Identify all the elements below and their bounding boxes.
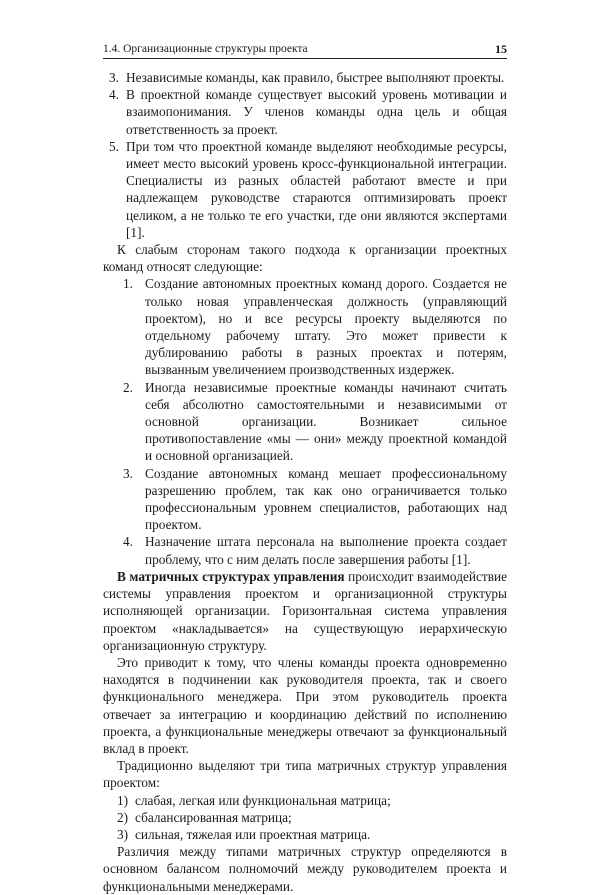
item-text: При том что проектной команде выделяют необходимые ресурсы, имеет место высокий уровень кросс-функциональной интеграции. Специалисты из разных областей работают вместе и при надлежащем руководстве стараются оптимизировать проект целиком, а не только те его участки, где они являются экспертами [1]. (126, 138, 507, 240)
list-item (103, 86, 507, 138)
matrix-type-item (103, 826, 507, 843)
item-number: 1) (117, 792, 129, 808)
item-number: 4. (109, 87, 119, 103)
running-header (103, 40, 507, 59)
item-number: 2. (123, 379, 133, 395)
list-item (103, 379, 507, 465)
item-number: 3. (109, 70, 119, 85)
matrix-type-item (103, 792, 507, 809)
item-text: Независимые команды, как правило, быстрее выполняют проекты. (126, 70, 505, 85)
item-text: Создание автономных проектных команд дорого. Создается не только новая управленческая должность (управляющий проектом), но и все ресурсы проекту выделяются по отдельному рабочему штату. Это может привести к дублированию работы в разных проектах и потерям, вызванным увеличением производственных издержек. (145, 276, 507, 378)
item-number: 1. (123, 276, 133, 292)
item-text: слабая, легкая или функциональная матрица; (135, 792, 391, 808)
item-text: Иногда независимые проектные команды начинают считать себя абсолютно самостоятельными и независимыми от основной организации. Возникает сильное противопоставление «мы — они» между проектной командой и основной организацией. (145, 379, 507, 464)
item-number: 4. (123, 534, 133, 550)
matrix-paragraph-4: Различия между типами матричных структур определяются в основном балансом полномочий между руководителем проекта и функциональными менеджерами. (103, 844, 507, 894)
list-item (103, 138, 507, 241)
matrix-intro-text: происходит взаимодействие системы управления проектом и организационной структуры исполняющей организации. Горизонтальная система управления проектом «накладывается» на существующую иерархическую организационную структуру. (103, 568, 507, 653)
item-text: В проектной команде существует высокий уровень мотивации и взаимопонимания. У членов команды одна цель и общая ответственность за проект. (126, 87, 507, 137)
header-title: 1.4. Организационные структуры проекта (103, 43, 308, 55)
page-number: 15 (495, 42, 507, 56)
item-number: 3. (123, 465, 133, 481)
matrix-intro-paragraph (103, 568, 507, 654)
weaknesses-intro: К слабым сторонам такого подхода к организации проектных команд относят следующие: (103, 242, 507, 275)
item-number: 2) (117, 809, 129, 825)
item-text: Назначение штата персонала на выполнение проекта создает проблему, что с ним делать после завершения работы [1]. (145, 534, 507, 567)
item-number: 5. (109, 138, 119, 154)
item-number: 3) (117, 826, 129, 842)
page-body (103, 69, 507, 895)
matrix-type-item (103, 809, 507, 826)
item-text: сильная, тяжелая или проектная матрица. (135, 826, 371, 842)
item-text: сбалансированная матрица; (135, 809, 292, 825)
list-item (103, 533, 507, 567)
item-text: Создание автономных команд мешает профессиональному разрешению проблем, так как оно ограничивается только профессиональным уровнем специалистов, работающих над проектом. (145, 465, 507, 533)
matrix-term: В матричных структурах управления (117, 568, 345, 584)
list-item (103, 69, 507, 86)
matrix-paragraph-3: Традиционно выделяют три типа матричных структур управления проектом: (103, 758, 507, 791)
list-item (103, 465, 507, 534)
list-item (103, 275, 507, 378)
matrix-paragraph-2: Это приводит к тому, что члены команды проекта одновременно находятся в подчинении как руководителя проекта, так и своего функционального менеджера. При этом руководитель проекта отвечает за интеграцию и координацию действий по исполнению проекта, а функциональные менеджеры отвечают за функциональный вклад в проект. (103, 654, 507, 756)
